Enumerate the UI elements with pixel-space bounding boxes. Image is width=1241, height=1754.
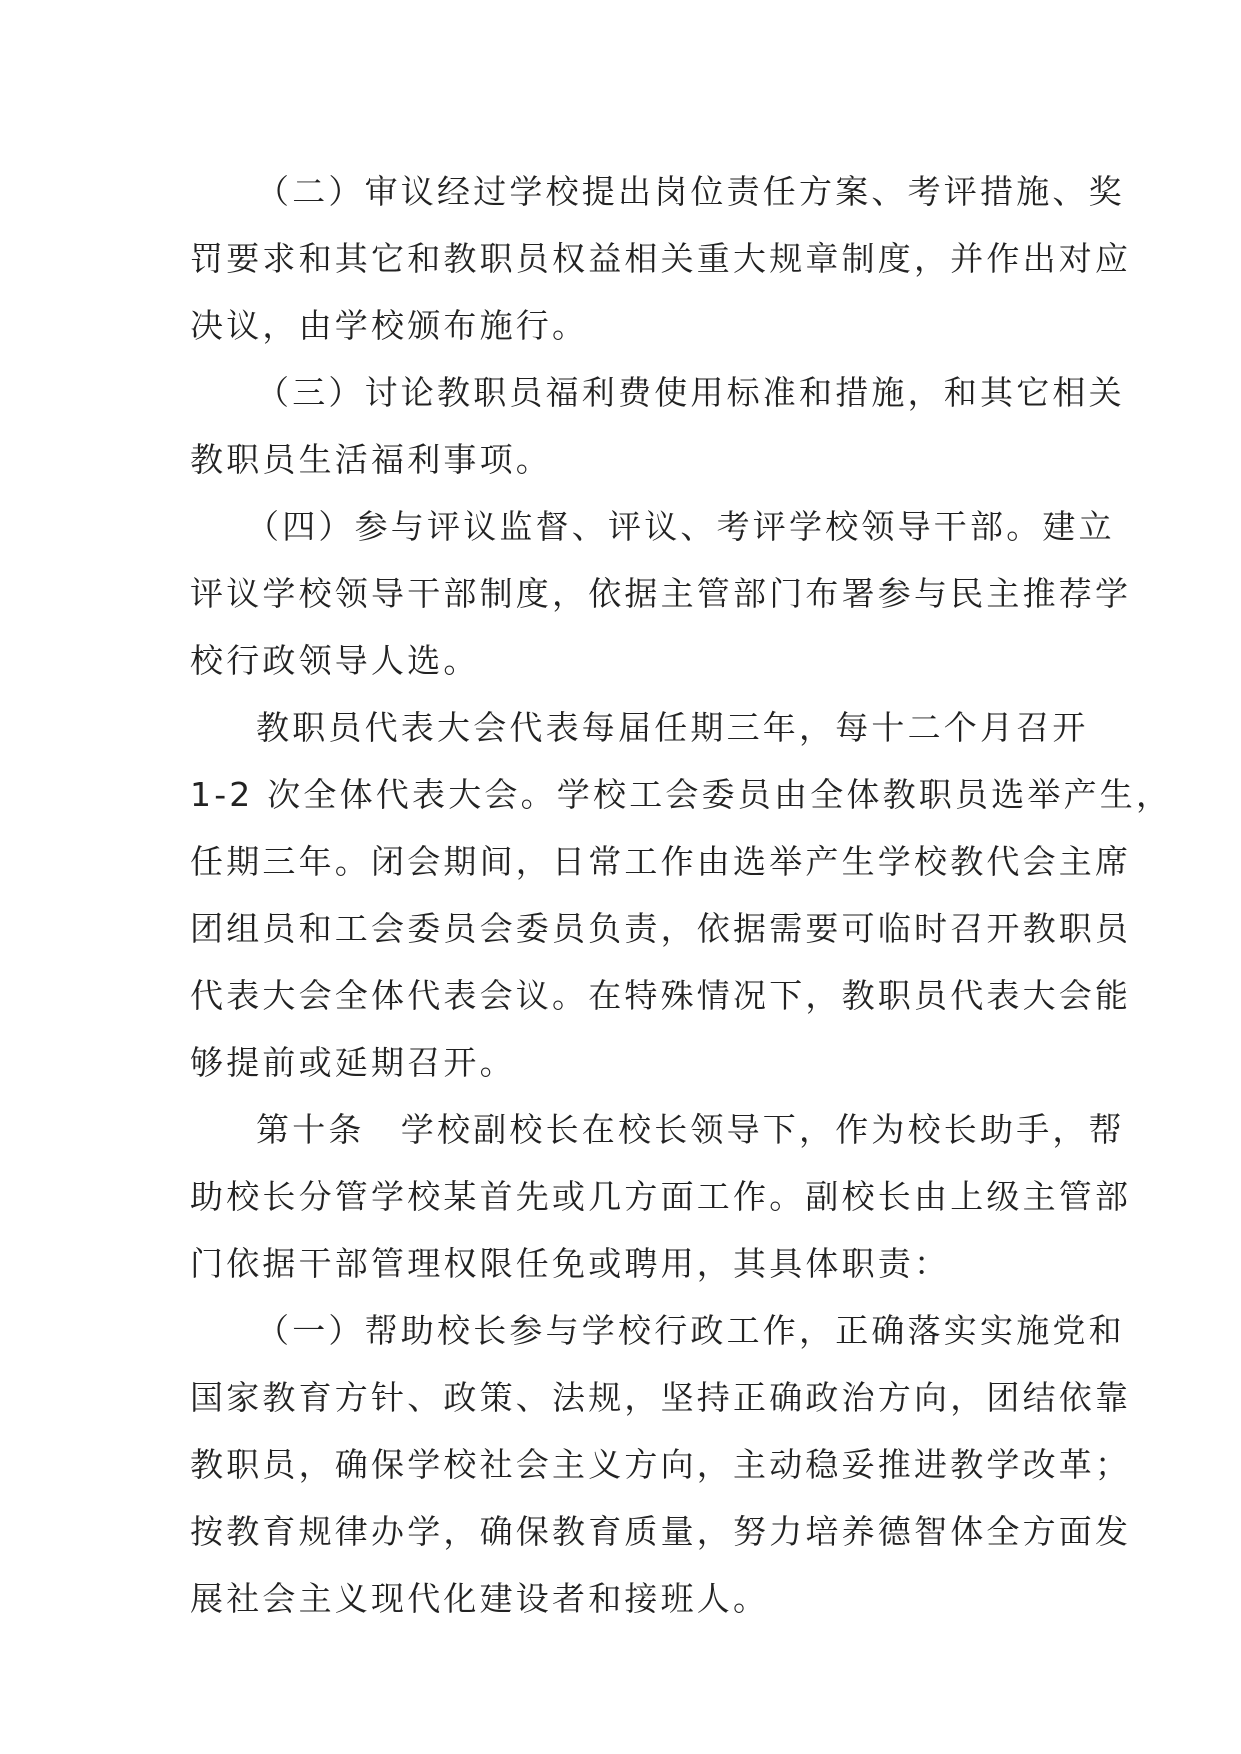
text-line: （三）讨论教职员福利费使用标准和措施，和其它相关 xyxy=(256,373,1125,412)
text-line: （四）参与评议监督、评议、考评学校领导干部。建立 xyxy=(246,507,1115,546)
paragraph-article-10 xyxy=(190,1096,1132,1297)
text-line: 评议学校领导干部制度，依据主管部门布署参与民主推荐学 xyxy=(190,574,1132,613)
paragraph-staff-congress-term xyxy=(190,694,1173,1096)
text-line: 门依据干部管理权限任免或聘用，其具体职责： xyxy=(190,1244,951,1283)
text-line: 校行政领导人选。 xyxy=(190,641,480,680)
text-line: 罚要求和其它和教职员权益相关重大规章制度，并作出对应 xyxy=(190,239,1132,278)
text-line: 决议，由学校颁布施行。 xyxy=(190,306,589,345)
document-body xyxy=(190,158,1173,1632)
text-line: 代表大会全体代表会议。在特殊情况下，教职员代表大会能 xyxy=(190,976,1132,1015)
text-line: （二）审议经过学校提出岗位责任方案、考评措施、奖 xyxy=(256,172,1125,211)
paragraph-article-item-4 xyxy=(190,493,1132,694)
text-line: 教职员代表大会代表每届任期三年，每十二个月召开 xyxy=(256,708,1089,747)
text-line: 团组员和工会委员会委员负责，依据需要可临时召开教职员 xyxy=(190,909,1132,948)
paragraph-article-item-3 xyxy=(190,359,1125,493)
text-line: （一）帮助校长参与学校行政工作，正确落实实施党和 xyxy=(256,1311,1125,1350)
text-line: 按教育规律办学，确保教育质量，努力培养德智体全方面发 xyxy=(190,1512,1132,1551)
text-line: 够提前或延期召开。 xyxy=(190,1043,516,1082)
text-line: 展社会主义现代化建设者和接班人。 xyxy=(190,1579,770,1618)
text-line: 助校长分管学校某首先或几方面工作。副校长由上级主管部 xyxy=(190,1177,1132,1216)
paragraph-article-10-item-1 xyxy=(190,1297,1132,1632)
text-line: 国家教育方针、政策、法规，坚持正确政治方向，团结依靠 xyxy=(190,1378,1132,1417)
text-line: 任期三年。闭会期间，日常工作由选举产生学校教代会主席 xyxy=(190,842,1132,881)
text-line: 教职员，确保学校社会主义方向，主动稳妥推进教学改革； xyxy=(190,1445,1132,1484)
paragraph-article-item-2 xyxy=(190,158,1132,359)
text-line: 教职员生活福利事项。 xyxy=(190,440,552,479)
text-line: 1-2 次全体代表大会。学校工会委员由全体教职员选举产生， xyxy=(190,775,1173,814)
text-line: 第十条 学校副校长在校长领导下，作为校长助手，帮 xyxy=(256,1110,1125,1149)
